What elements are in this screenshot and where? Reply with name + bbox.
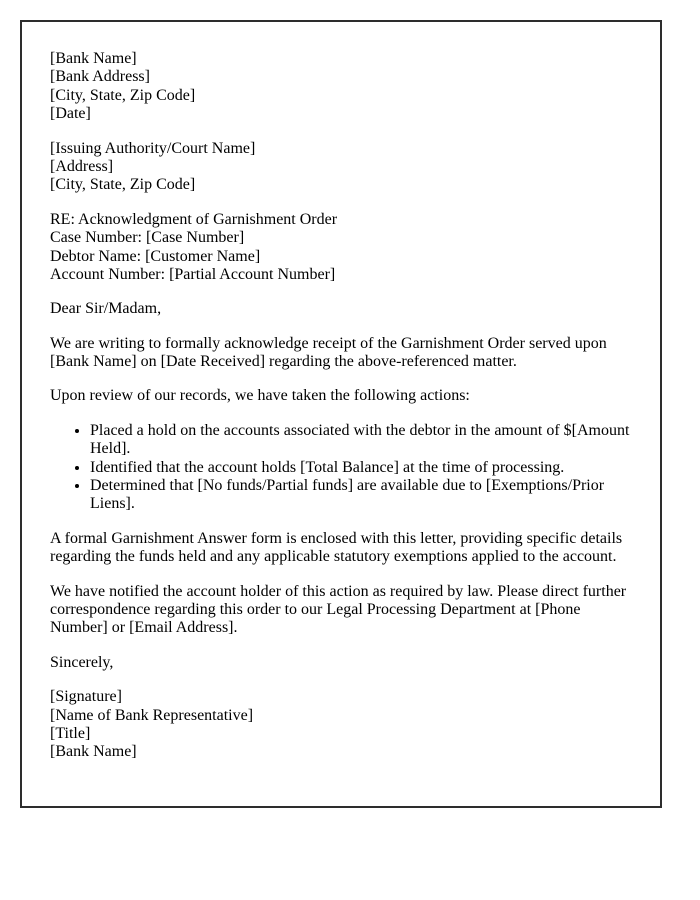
signature-bank-name: [Bank Name] [50,743,137,761]
salutation: Dear Sir/Madam, [50,300,162,318]
letter-date: [Date] [50,105,91,123]
action-item-balance-identified: • Identified that the account holds [Total Balance] at the time of processing. [90,459,632,477]
paragraph-enclosure: A formal Garnishment Answer form is enclosed with this letter, providing specific details regarding the funds held and any applicable statutory exemptions applied to the account. [50,529,623,566]
re-subject-line: RE: Acknowledgment of Garnishment Order [50,210,338,228]
sender-bank-address: [Bank Address] [50,68,150,86]
recipient-address: [Address] [50,157,114,175]
case-number-line: Case Number: [Case Number] [50,229,245,247]
account-number-line: Account Number: [Partial Account Number] [50,265,336,283]
letter-document [20,20,662,808]
recipient-address-block [50,140,632,195]
sender-city-state-zip: [City, State, Zip Code] [50,86,196,104]
actions-list [50,422,632,514]
recipient-city-state-zip: [City, State, Zip Code] [50,176,196,194]
paragraph-notification: We have notified the account holder of this action as required by law. Please direct further correspondence regarding this order to our Legal Processing Department at [Phone Number] or [Email Address]. [50,582,627,637]
sender-address-block [50,50,632,124]
representative-title: [Title] [50,724,91,742]
closing: Sincerely, [50,653,114,671]
representative-name: [Name of Bank Representative] [50,706,254,724]
action-item-funds-determined: • Determined that [No funds/Partial funds] are available due to [Exemptions/Prior Liens]. [90,477,632,514]
paragraph-actions-intro: Upon review of our records, we have taken the following actions: [50,387,470,405]
paragraph-acknowledgment: We are writing to formally acknowledge receipt of the Garnishment Order served upon [Bank Name] on [Date Received] regarding the above-referenced matter. [50,334,607,371]
subject-block [50,211,632,285]
signature-placeholder: [Signature] [50,688,122,706]
debtor-name-line: Debtor Name: [Customer Name] [50,247,261,265]
signature-block [50,688,632,762]
action-item-hold-placed: • Placed a hold on the accounts associated with the debtor in the amount of $[Amount Held]. [90,422,632,459]
recipient-authority-name: [Issuing Authority/Court Name] [50,139,256,157]
sender-bank-name: [Bank Name] [50,50,137,67]
